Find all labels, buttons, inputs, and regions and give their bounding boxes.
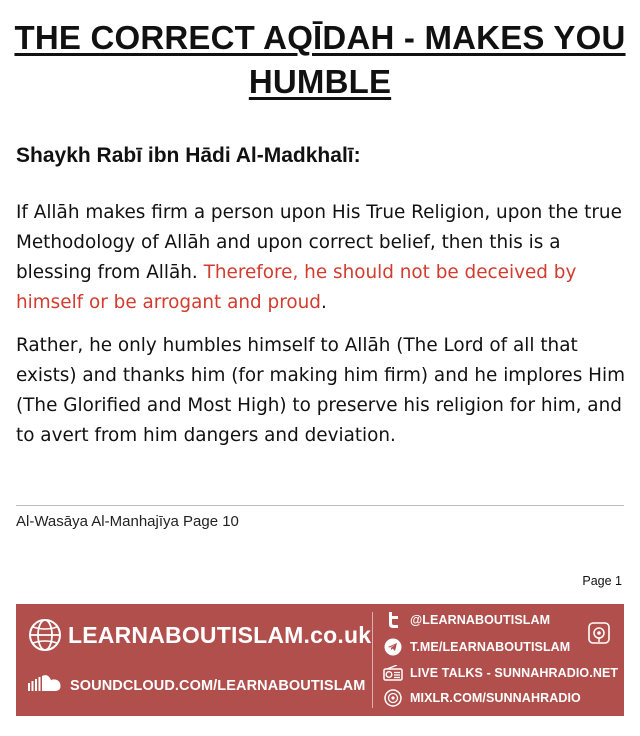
soundcloud-icon xyxy=(28,674,62,697)
quote-text: If Allāh makes firm a person upon His True Religion, upon the true Methodology of Allāh and upon correct belief, then this is a blessing from Allāh. xyxy=(16,202,622,283)
website-link[interactable] xyxy=(28,618,371,652)
divider xyxy=(16,505,624,506)
soundcloud-label: SOUNDCLOUD.COM/LEARNABOUTISLAM xyxy=(70,677,366,694)
social-label-twitter: @LEARNABOUTISLAM xyxy=(410,613,551,627)
social-label-telegram: T.ME/LEARNABOUTISLAM xyxy=(410,640,571,654)
author-heading: Shaykh Rabī ibn Hādi Al-Madkhalī: xyxy=(16,144,361,167)
radio-icon xyxy=(382,665,404,681)
page-title: THE CORRECT AQĪDAH - MAKES YOU HUMBLE xyxy=(14,19,626,100)
banner-right xyxy=(382,604,622,716)
quote-paragraph-2: Rather, he only humbles himself to Allāh (The Lord of all that exists) and thanks him (for making him firm) and he implores Him (The Glorified and Most High) to preserve his religion for him, and to avert from him dangers and deviation. xyxy=(16,335,626,446)
twitter-link[interactable] xyxy=(382,610,550,630)
website-label: LEARNABOUTISLAM.co.uk xyxy=(68,621,372,648)
banner-left xyxy=(26,614,371,709)
banner-divider xyxy=(372,612,373,708)
page-number: Page 1 xyxy=(582,574,622,588)
quote-paragraph-1 xyxy=(16,198,626,318)
mixlr-icon xyxy=(382,689,404,707)
telegram-link[interactable] xyxy=(382,637,570,657)
quote-end: . xyxy=(320,292,327,313)
twitter-icon xyxy=(382,612,404,628)
footer-banner xyxy=(16,604,624,716)
globe-icon xyxy=(28,618,62,652)
telegram-icon xyxy=(382,638,404,656)
social-label-radio: LIVE TALKS - SUNNAHRADIO.NET xyxy=(410,666,619,680)
quote-highlight: Therefore, he should not be deceived by himself or be arrogant and proud xyxy=(16,262,577,313)
sunnahradio-link[interactable] xyxy=(382,663,618,683)
podcast-icon xyxy=(586,620,612,651)
mixlr-link[interactable] xyxy=(382,688,581,708)
source-citation: Al-Wasāya Al-Manhajīya Page 10 xyxy=(16,513,239,530)
social-label-mixlr: MIXLR.COM/SUNNAHRADIO xyxy=(410,691,581,705)
soundcloud-link[interactable] xyxy=(28,674,365,697)
